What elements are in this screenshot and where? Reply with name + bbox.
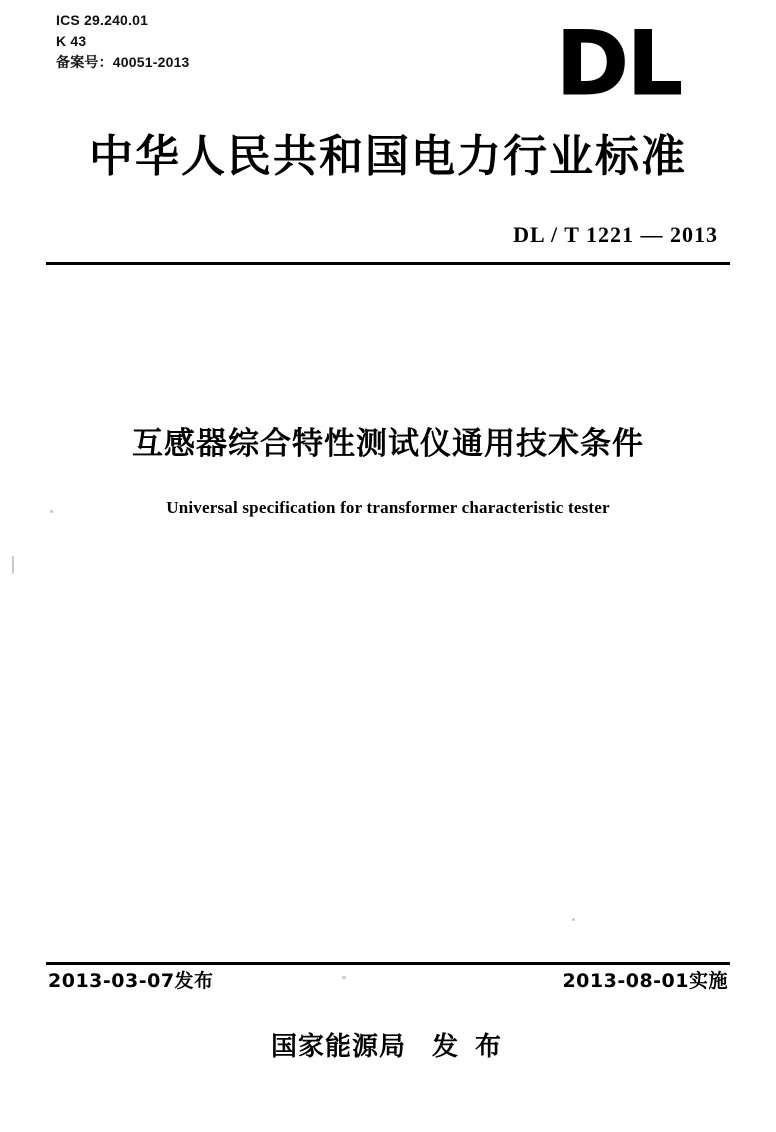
record-number: 备案号：40051-2013 — [56, 54, 190, 70]
effective-date: 2013-08-01实施 — [562, 970, 728, 992]
document-title-english: Universal specification for transformer characteristic tester — [166, 498, 610, 517]
scan-speck — [342, 976, 346, 979]
divider-bottom — [46, 962, 730, 965]
standard-number: DL / T 1221 — 2013 — [513, 222, 718, 247]
scan-speck — [12, 556, 14, 574]
scan-speck — [572, 918, 575, 921]
ics-code: ICS 29.240.01 — [56, 12, 149, 28]
dl-logo: DL — [555, 12, 681, 115]
publisher-action: 发 布 — [431, 1032, 506, 1062]
standard-title: 中华人民共和国电力行业标准 — [89, 131, 687, 182]
publisher-organization: 国家能源局 — [270, 1032, 406, 1062]
scan-speck — [50, 510, 53, 513]
identification-block — [56, 10, 190, 73]
issue-date: 2013-03-07发布 — [48, 970, 214, 992]
document-title-chinese: 互感器综合特性测试仪通用技术条件 — [132, 426, 644, 462]
classification-code: K 43 — [56, 33, 87, 49]
publisher-line — [0, 1026, 776, 1063]
divider-top — [46, 262, 730, 265]
